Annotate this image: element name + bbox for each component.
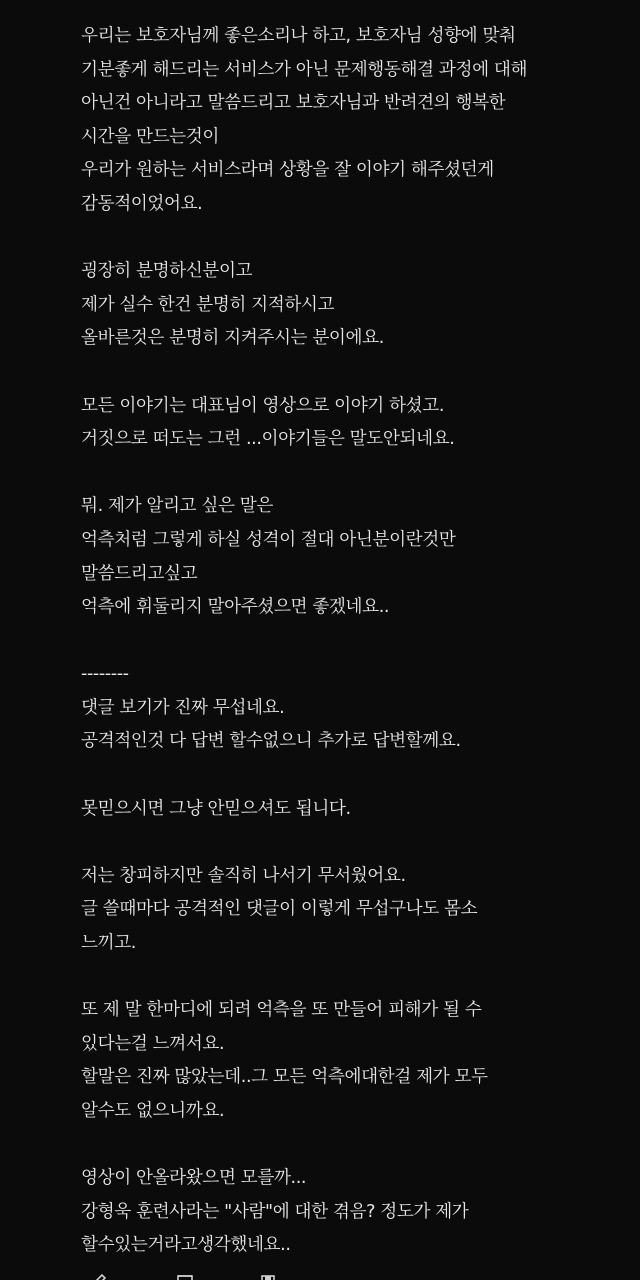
post-line: 기분좋게 해드리는 서비스가 아닌 문제행동해결 과정에 대해 xyxy=(81,59,528,80)
post-line: 굉장히 분명하신분이고 xyxy=(81,261,253,282)
paragraph-gap xyxy=(81,457,621,491)
post-line: 저는 창피하지만 솔직히 나서기 무서웠어요. xyxy=(81,865,406,886)
paragraph-gap xyxy=(81,625,621,659)
post-line: 시간을 만드는것이 xyxy=(81,126,219,147)
paragraph-gap xyxy=(81,1129,621,1163)
edit-icon[interactable] xyxy=(90,1272,108,1280)
post-line: 뭐. 제가 알리고 싶은 말은 xyxy=(81,496,273,517)
post-line: 느끼고. xyxy=(81,933,136,954)
paragraph-gap xyxy=(81,961,621,995)
post-line: 또 제 말 한마디에 되려 억측을 또 만들어 피해가 될 수 xyxy=(81,1000,482,1021)
post-line: 제가 실수 한건 분명히 지적하시고 xyxy=(81,294,335,315)
post-line: 있다는걸 느껴서요. xyxy=(81,1033,225,1054)
share-icon[interactable] xyxy=(176,1272,194,1280)
post-line: 글 쓸때마다 공격적인 댓글이 이렇게 무섭구나도 몸소 xyxy=(81,899,478,920)
post-line: 공격적인것 다 답변 할수없으니 추가로 답변할께요. xyxy=(81,731,461,752)
post-line: 억측에 휘둘리지 말아주셨으면 좋겠네요.. xyxy=(81,597,390,618)
post-line: 감동적이었어요. xyxy=(81,193,203,214)
save-icon[interactable] xyxy=(259,1272,277,1280)
post-line: 말씀드리고싶고 xyxy=(81,563,198,584)
post-line: 올바른것은 분명히 지켜주시는 분이에요. xyxy=(81,328,384,349)
post-line: 아닌건 아니라고 말씀드리고 보호자님과 반려견의 행복한 xyxy=(81,93,506,114)
paragraph-gap xyxy=(81,356,621,390)
post-line: 알수도 없으니까요. xyxy=(81,1101,225,1121)
paragraph-gap xyxy=(81,826,621,860)
post-line: 우리가 원하는 서비스라며 상황을 잘 이야기 해주셨던게 xyxy=(81,160,494,181)
post-line: 강형욱 훈련사라는 "사람"에 대한 겪음? 정도가 제가 xyxy=(81,1201,469,1222)
post-body xyxy=(81,20,621,1263)
post-line: 우리는 보호자님께 좋은소리나 하고, 보호자님 성향에 맞춰 xyxy=(81,26,516,46)
post-line: 거짓으로 떠도는 그런 ...이야기들은 말도안되네요. xyxy=(81,429,455,450)
paragraph-gap xyxy=(81,759,621,793)
bottom-toolbar xyxy=(0,1266,640,1280)
post-line: -------- xyxy=(81,664,129,685)
paragraph-gap xyxy=(81,222,621,256)
post-line: 모든 이야기는 대표님이 영상으로 이야기 하셨고. xyxy=(81,395,445,416)
post-line: 못믿으시면 그냥 안믿으셔도 됩니다. xyxy=(81,798,351,819)
post-line: 영상이 안올라왔으면 모를까... xyxy=(81,1168,307,1189)
post-line: 억측처럼 그렇게 하실 성격이 절대 아닌분이란것만 xyxy=(81,529,456,550)
post-line: 할수있는거라고생각했네요.. xyxy=(81,1235,291,1256)
post-line: 할말은 진짜 많았는데..그 모든 억측에대한걸 제가 모두 xyxy=(81,1067,488,1088)
post-line: 댓글 보기가 진짜 무섭네요. xyxy=(81,697,285,718)
